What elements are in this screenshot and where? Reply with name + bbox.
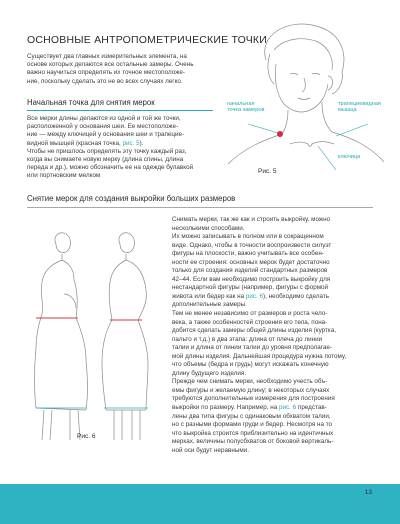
measurements-text: Снимать мерки, так же как и строить выкройку, можно bbox=[172, 216, 331, 223]
measurements-line bbox=[172, 404, 346, 413]
start-point-text: переда и др.), можно обозначить ее на одежде булавкой bbox=[27, 164, 194, 172]
measurements-line bbox=[172, 310, 346, 319]
measurements-line bbox=[172, 259, 346, 268]
measurements-text: добится сделать замеры общей длины изделия (куртка, bbox=[172, 327, 337, 335]
start-point-dot bbox=[277, 131, 283, 137]
start-point-line bbox=[27, 115, 193, 123]
start-point-text: Чтобы не пришлось определять эту точку каждый раз, bbox=[27, 147, 187, 155]
label-trapezius: трапециевидная мышца bbox=[338, 101, 381, 114]
measurements-text: виде. Однако, чтобы в точности воспроизвести силуэт bbox=[172, 241, 332, 249]
measurements-text: лены два типа фигуры с одинаковым обхватом талии, bbox=[172, 412, 331, 420]
start-point-line bbox=[27, 164, 193, 172]
measurements-line bbox=[172, 353, 346, 362]
measurements-text: века, а также особенностей строения его тела, пона- bbox=[172, 318, 328, 326]
measurements-line bbox=[172, 336, 346, 345]
page-footer-band bbox=[0, 484, 400, 524]
measurements-line bbox=[172, 438, 346, 447]
measurements-line bbox=[172, 242, 346, 251]
measurements-text: Их можно записывать в полном или в сокращенном bbox=[172, 233, 324, 241]
label-start-point: начальная точка замеров bbox=[227, 101, 265, 114]
measurements-text: ), необходимо сделать bbox=[263, 292, 330, 300]
measurements-text: представ- bbox=[296, 404, 327, 412]
subsection-divider bbox=[27, 207, 373, 208]
measurements-line bbox=[172, 395, 346, 404]
figure-5 bbox=[218, 20, 390, 180]
measurements-text: пальто и т.д.) в два этапа: длина от плеча до линии bbox=[172, 335, 323, 343]
measurements-text: мой длины изделия. Дальнейшая процедура нужна потому, bbox=[172, 352, 347, 360]
start-point-text: видной мышцей (красная точка, bbox=[27, 139, 123, 147]
measurements-line bbox=[172, 225, 346, 234]
subsection-title-start-point: Начальная точка для снятия мерок bbox=[27, 98, 155, 107]
measurements-text: талии и длина от линии талии до уровня предполагае- bbox=[172, 344, 333, 352]
section-title: ОСНОВНЫЕ АНТРОПОМЕТРИЧЕСКИЕ ТОЧКИ bbox=[27, 34, 267, 46]
figure-6 bbox=[30, 230, 170, 450]
measurements-line bbox=[172, 344, 346, 353]
subsection-title-large-sizes: Снятие мерок для создания выкройки больших размеров bbox=[27, 194, 236, 203]
start-point-text: ). bbox=[139, 139, 144, 147]
measurements-text: ности ее строения: основных мерок будет достаточно bbox=[172, 258, 330, 266]
measurements-text: выкройки по размеру. Например, на bbox=[172, 404, 279, 412]
measurements-line bbox=[172, 293, 346, 302]
page-number: 13 bbox=[364, 489, 372, 496]
figure-6-caption: Рис. 6 bbox=[77, 433, 96, 440]
start-point-line bbox=[27, 156, 193, 164]
measurements-line bbox=[172, 421, 346, 430]
intro-line: важно научиться определять их точное местоположе- bbox=[27, 69, 185, 77]
measurements-line bbox=[172, 284, 346, 293]
start-point-line bbox=[27, 140, 193, 148]
measurements-text: живота или бедер как на bbox=[172, 292, 246, 300]
figure-reference: рис. 6 bbox=[245, 292, 264, 300]
neck-illustration bbox=[218, 20, 390, 180]
measurements-line bbox=[172, 319, 346, 328]
measurements-line bbox=[172, 430, 346, 439]
measurements-line bbox=[172, 267, 346, 276]
measurements-line bbox=[172, 233, 346, 242]
measurements-text: ной оси будут неравными. bbox=[172, 446, 249, 454]
measurements-text: но с разными формами груди и бедер. Несмотря на то bbox=[172, 421, 333, 429]
measurements-text: что объемы (бедра и грудь) могут искажать конечную bbox=[172, 361, 329, 369]
measurements-text: дополнительные замеры. bbox=[172, 301, 247, 309]
intro-line: ние, поскольку сделать это не во всех случаях легко. bbox=[27, 77, 183, 85]
measurements-line bbox=[172, 378, 346, 387]
start-point-text: Все мерки длины делаются из одной и той же точки, bbox=[27, 115, 181, 122]
measurements-line bbox=[172, 250, 346, 259]
measurements-text: 42–44. Если вам необходимо построить выкройку для bbox=[172, 275, 331, 283]
start-point-text: ние — между ключицей у основания шеи и трапецие- bbox=[27, 131, 185, 139]
measurements-text: что выкройка строится приблизительно на идентичных bbox=[172, 429, 334, 437]
measurements-text: длину будущего изделия. bbox=[172, 369, 247, 377]
measurements-text: Прежде чем снимать мерки, необходимо учесть объ- bbox=[172, 378, 328, 386]
measurements-text: несколькими способами. bbox=[172, 224, 245, 232]
measurements-line bbox=[172, 447, 346, 456]
body-silhouettes-illustration bbox=[30, 230, 170, 450]
start-point-line bbox=[27, 148, 193, 156]
measurements-text: емы фигуры и желаемую длину; в некоторых случаях bbox=[172, 386, 330, 394]
measurements-text: Тем не менее независимо от размеров и роста чело- bbox=[172, 310, 328, 318]
measurements-text: мерках, величины полусбхватов от боковой вертикаль- bbox=[172, 438, 334, 446]
start-point-line bbox=[27, 131, 193, 139]
measurements-text: фигуры на плоскости, важно учитывать все особен- bbox=[172, 250, 324, 258]
start-point-line bbox=[27, 172, 193, 180]
measurements-text: нестандартной фигуры (например, фигуры с формой bbox=[172, 284, 329, 292]
figure-5-caption: Рис. 5 bbox=[258, 168, 277, 175]
start-point-text: когда вы снимаете новую мерку (длина спины, длина bbox=[27, 156, 184, 164]
intro-paragraph bbox=[27, 53, 193, 86]
figure-reference: рис. 6 bbox=[278, 404, 297, 412]
start-point-text: расположенной у основания шеи. Ее местоположе- bbox=[27, 123, 179, 131]
subsection-underline bbox=[27, 110, 213, 111]
measurements-line bbox=[172, 413, 346, 422]
intro-line: основе которых делаются все остальные замеры. Очень bbox=[27, 61, 194, 69]
start-point-paragraph bbox=[27, 115, 193, 181]
measurements-line bbox=[172, 301, 346, 310]
measurements-line bbox=[172, 327, 346, 336]
figure-reference: рис. 5 bbox=[122, 139, 140, 147]
measurements-line bbox=[172, 361, 346, 370]
start-point-text: или портновским мелком bbox=[27, 172, 101, 180]
intro-line: Существует два главных измерительных элемента, на bbox=[27, 53, 187, 60]
measurements-text: требуются дополнительные измерения для построения bbox=[172, 395, 335, 403]
measurements-paragraph bbox=[172, 216, 346, 455]
label-clavicle: ключица bbox=[338, 154, 361, 160]
measurements-text: только для создания изделий стандартных размеров bbox=[172, 267, 328, 275]
measurements-line bbox=[172, 216, 346, 225]
